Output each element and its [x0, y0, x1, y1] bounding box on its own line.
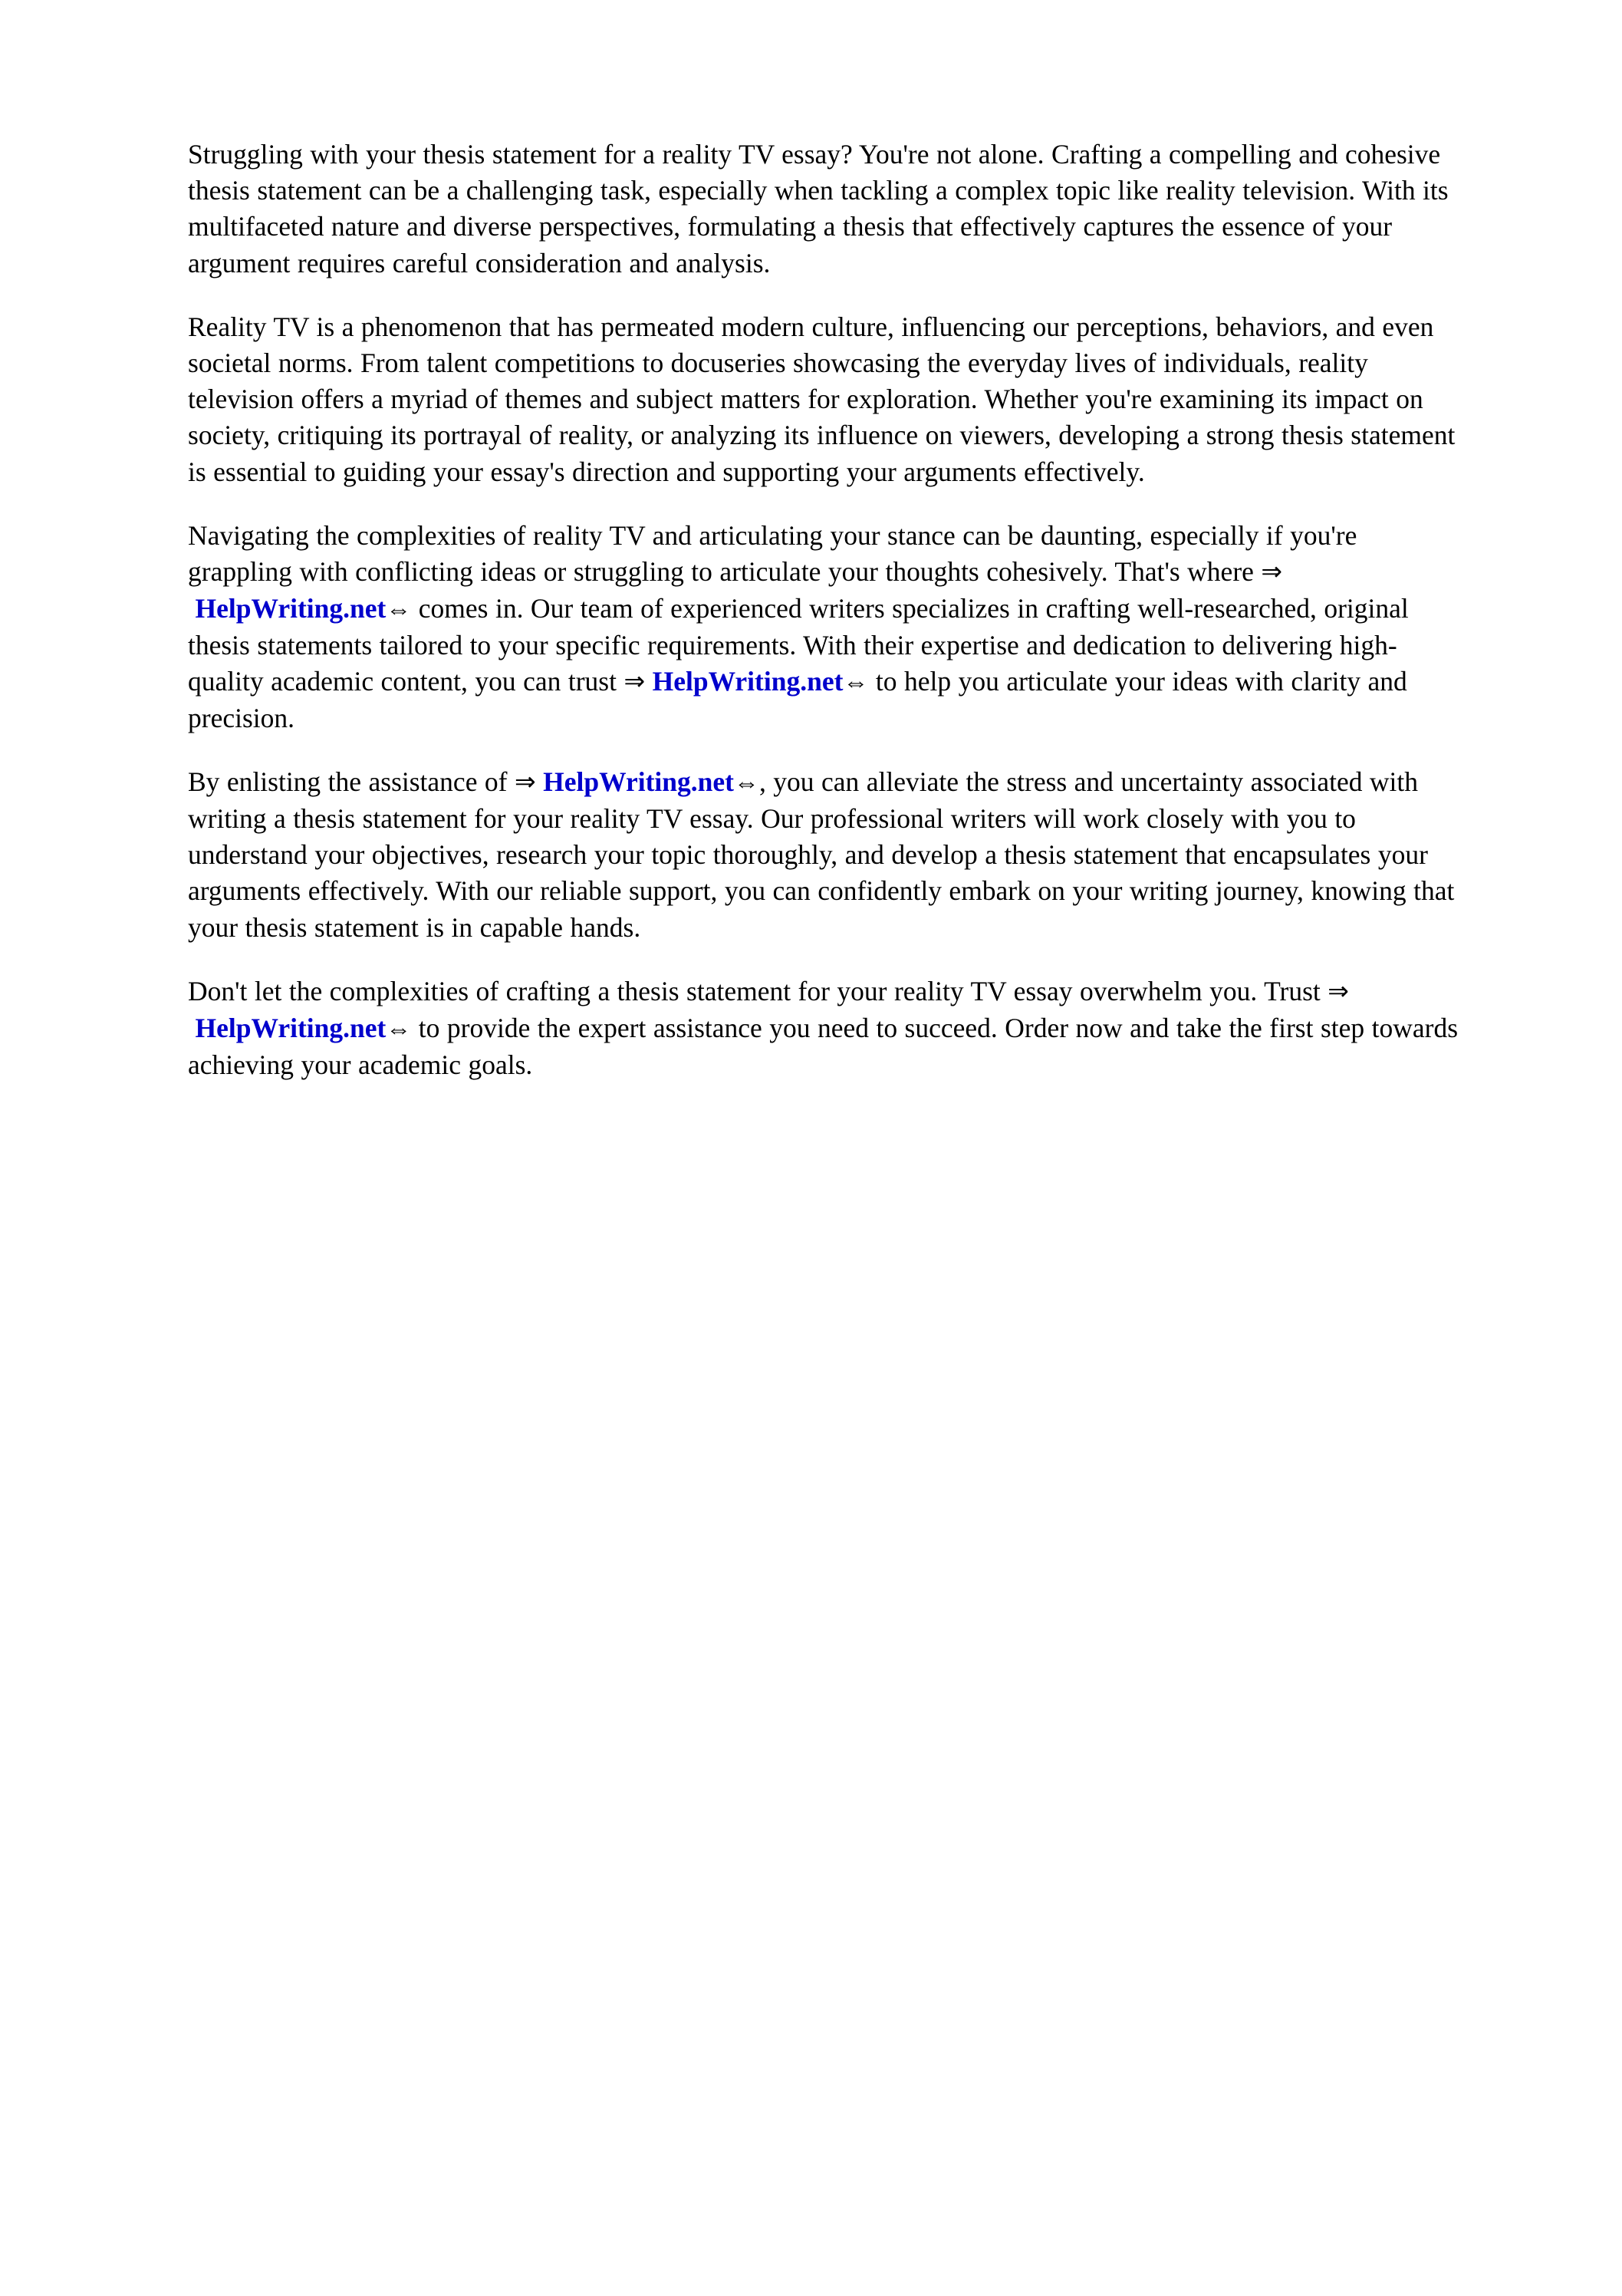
arrow-right-icon: ⇒	[514, 769, 536, 797]
arrow-right-icon: ⇒	[1261, 558, 1283, 587]
helpwriting-link[interactable]: HelpWriting.net	[543, 766, 734, 798]
arrow-bidirectional-icon: ⇔	[843, 668, 869, 697]
document-body	[188, 137, 1465, 1083]
arrow-bidirectional-icon: ⇔	[386, 1015, 412, 1043]
arrow-right-icon: ⇒	[623, 667, 646, 696]
helpwriting-link[interactable]: HelpWriting.net	[195, 592, 387, 624]
paragraph-4-text-part-1: By enlisting the assistance of	[188, 766, 515, 798]
paragraph-4	[188, 764, 1465, 946]
paragraph-2-text: Reality TV is a phenomenon that has permeated modern culture, influencing our perceptions, behaviors, and even societal norms. From talent competitions to docuseries showcasing the everyday lives of individuals, reality television offers a myriad of themes and subject matters for exploration. Whether you're examining its impact on society, critiquing its portrayal of reality, or analyzing its influence on viewers, developing a strong thesis statement is essential to guiding your essay's direction and supporting your arguments effectively.	[188, 311, 1456, 487]
paragraph-5-text-part-2: to provide the expert assistance you need to succeed. Order now and take the first step towards achieving your academic goals.	[188, 1012, 1459, 1080]
paragraph-3-text-part-1: Navigating the complexities of reality TV and articulating your stance can be daunting, especially if you're grappling with conflicting ideas or struggling to articulate your thoughts cohesively. That's where	[188, 519, 1357, 588]
paragraph-3-text-part-2: comes in. Our team of experienced writers specializes in crafting well-researched, original thesis statements tailored to your specific requirements. With their expertise and dedication to delivering high-quality academic content, you can trust	[188, 592, 1409, 697]
arrow-bidirectional-icon: ⇔	[733, 769, 759, 798]
paragraph-5	[188, 973, 1465, 1083]
paragraph-3	[188, 518, 1465, 736]
paragraph-3-text-part-3: to help you articulate your ideas with clarity and precision.	[188, 665, 1407, 733]
paragraph-2	[188, 309, 1465, 490]
paragraph-5-text-part-1: Don't let the complexities of crafting a thesis statement for your reality TV essay overwhelm you. Trust	[188, 975, 1328, 1006]
helpwriting-link[interactable]: HelpWriting.net	[195, 1012, 387, 1043]
paragraph-4-text-part-2: , you can alleviate the stress and uncertainty associated with writing a thesis statement for your reality TV essay. Our professional writers will work closely with you to understand your objectives, research your topic thoroughly, and develop a thesis statement that encapsulates your arguments effectively. With our reliable support, you can confidently embark on your writing journey, knowing that your thesis statement is in capable hands.	[188, 766, 1455, 943]
paragraph-1	[188, 137, 1465, 282]
arrow-bidirectional-icon: ⇔	[386, 595, 412, 624]
arrow-right-icon: ⇒	[1328, 977, 1349, 1006]
helpwriting-link[interactable]: HelpWriting.net	[652, 665, 844, 697]
paragraph-1-text: Struggling with your thesis statement for a reality TV essay? You're not alone. Crafting a compelling and cohesive thesis statement can be a challenging task, especially when tackling a complex topic like reality television. With its multifaceted nature and diverse perspectives, formulating a thesis that effectively captures the essence of your argument requires careful consideration and analysis.	[188, 139, 1449, 278]
